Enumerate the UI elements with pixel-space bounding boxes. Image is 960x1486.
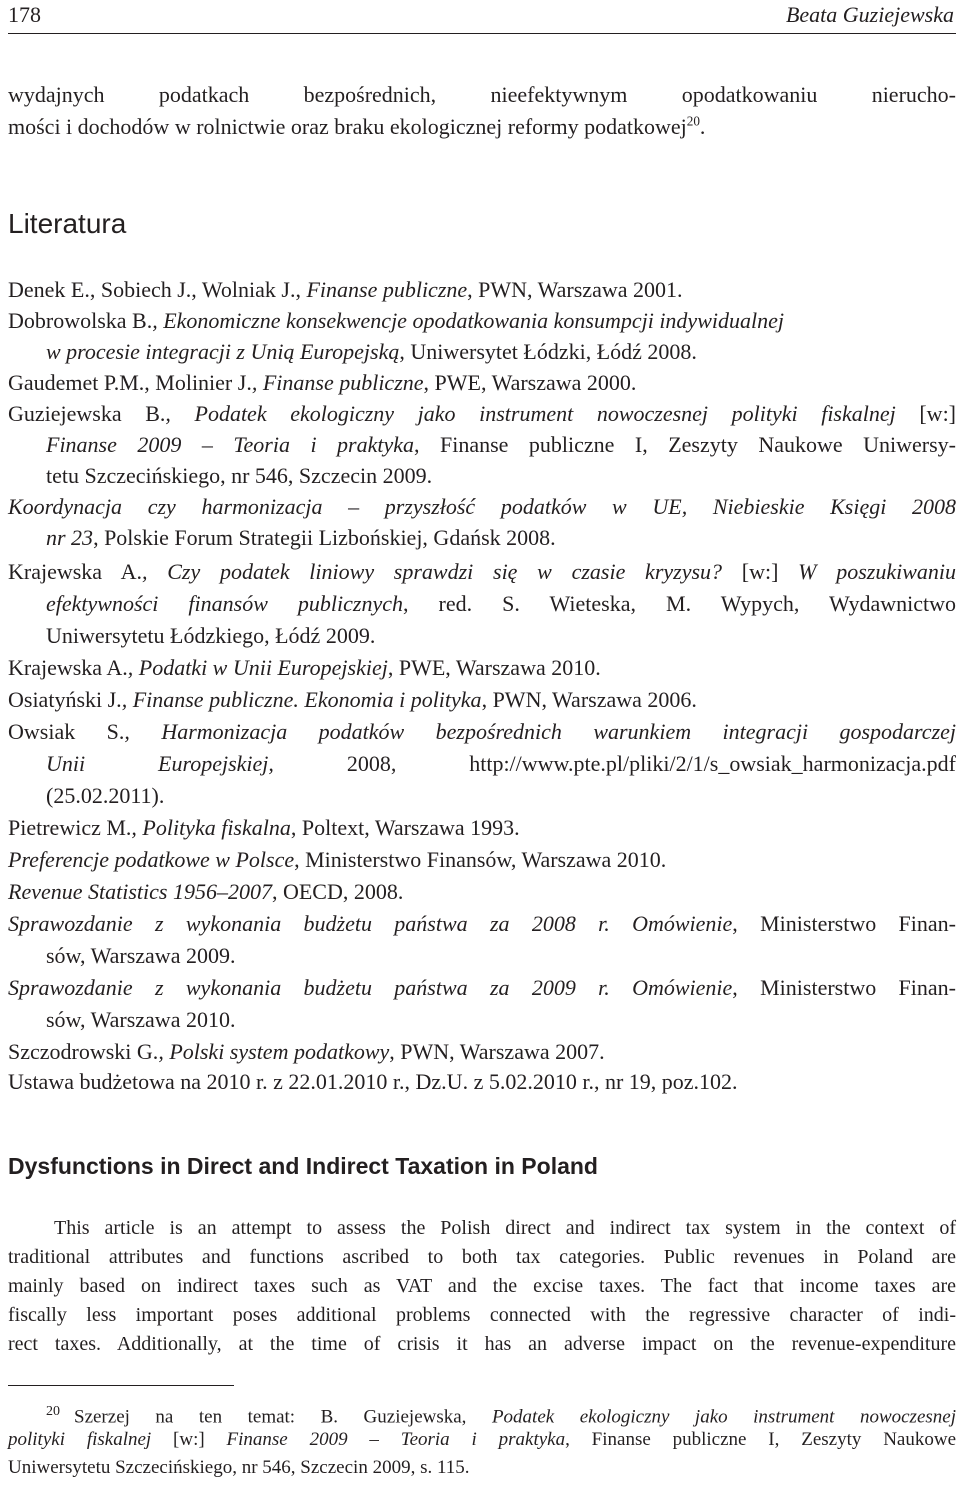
italic-text: , Finanse publiczne [251,370,424,395]
intro-line [8,112,705,142]
abstract-line: This article is an attempt to assess the Polish direct and indirect tax system in the context of [54,1217,956,1239]
italic-text: Finanse 2009 – Teoria i praktyka [226,1429,566,1450]
footnote-ref: 20 [686,113,700,129]
italic-text: Finanse publiczne [306,277,468,302]
text: 2008, http://www.pte.pl/pliki/2/1/s_owsiak_harmonizacja.pdf [273,751,956,776]
text: , PWE, Warszawa 2010. [387,655,601,680]
reference-line [46,337,697,367]
italic-text: Revenue Statistics 1956–2007 [8,879,272,904]
footnote-line [46,1399,956,1430]
text: Denek E., Sobiech J., Wolniak J., [8,277,307,302]
reference-line [46,589,956,619]
text: [w:] [151,1429,227,1450]
reference-line [46,749,956,779]
abstract-line: mainly based on indirect taxes such as VAT and the excise taxes. The fact that income taxes are [8,1275,956,1297]
reference-line [46,1005,235,1035]
reference-line [8,973,956,1003]
abstract-line: rect taxes. Additionally, at the time of crisis it has an adverse impact on the revenue-expenditure [8,1333,956,1355]
text: , Uniwersytet Łódzki, Łódź 2008. [399,339,697,364]
italic-text: , Polityka fiskalna [131,815,291,840]
footnote-rule [8,1385,234,1386]
text: , red. S. Wieteska, M. Wypych, Wydawnictwo [403,591,957,616]
footnote-number: 20 [46,1404,60,1419]
italic-text: W poszukiwaniu [798,559,956,584]
reference-line [8,492,956,522]
text: , PWN, Warszawa 2006. [481,687,697,712]
page-number: 178 [8,2,41,27]
italic-text: nr 23 [46,525,94,550]
reference-line [8,909,956,939]
text: , Ministerstwo Finansów, Warszawa 2010. [294,847,667,872]
reference-line [8,653,601,683]
text: Pietrewicz M. [8,815,132,840]
reference-line [46,621,375,651]
text: , PWN, Warszawa 2007. [389,1039,605,1064]
italic-text: , Polski system podatkowy [158,1039,390,1064]
text: , Ministerstwo Finan- [732,975,956,1000]
footnote-line [8,1455,470,1481]
text: (25.02.2011). [46,783,165,808]
italic-text: , Harmonizacja podatków bezpośrednich warunkiem integracji gospodarczej [124,719,957,744]
italic-text: , Podatek ekologiczny jako instrument nowoczesnej polityki fiskalnej [165,401,896,426]
text: Uniwersytetu Szczecińskiego, nr 546, Szczecin 2009, s. 115. [8,1457,470,1478]
intro-text-end: . [699,114,706,139]
text: Krajewska A. [8,559,142,584]
text: Ustawa budżetowa na 2010 r. z 22.01.2010 r., Dz.U. z 5.02.2010 r., nr 19, poz.102. [8,1069,738,1094]
text: Uniwersytetu Łódzkiego, Łódź 2009. [46,623,376,648]
text: , Finanse publiczne I, Zeszyty Naukowe Uniwersy- [414,432,956,457]
text: Szerzej na ten temat: B. Guziejewska, [74,1406,492,1428]
text: Gaudemet P.M., Molinier J. [8,370,252,395]
section-heading: Literatura [8,208,127,239]
italic-text: Preferencje podatkowe w Polsce [8,847,295,872]
italic-text: Podatek ekologiczny jako instrument nowoczesnej [491,1406,956,1428]
footnote-line [8,1427,956,1453]
text: , PWE, Warszawa 2000. [423,370,637,395]
reference-line [8,877,403,907]
italic-text: Unii Europejskiej, [46,751,274,776]
reference-line [46,523,556,553]
intro-line: wydajnych podatkach bezpośrednich, nieefektywnym opodatkowaniu nierucho- [8,82,956,107]
italic-text: , Podatki w Unii Europejskiej [127,655,388,680]
text: , OECD, 2008. [271,879,404,904]
reference-line [8,685,697,715]
text: , Finanse publiczne I, Zeszyty Naukowe [565,1429,957,1450]
reference-line [8,306,784,336]
reference-line [46,461,432,491]
reference-line [8,399,956,429]
text: , Polskie Forum Strategii Lizbońskiej, Gdańsk 2008. [93,525,556,550]
reference-line [46,781,164,811]
text: sów, Warszawa 2010. [46,1007,236,1032]
text: Szczodrowski G. [8,1039,159,1064]
reference-line [8,845,666,875]
text: Dobrowolska B. [8,308,153,333]
italic-text: Sprawozdanie z wykonania budżetu państwa za 2008 r. Omówienie [8,911,733,936]
abstract-line: fiscally less important poses additional problems connected with the regressive character of indi- [8,1304,956,1326]
text: Owsiak S. [8,719,125,744]
italic-text: , Finanse publiczne. Ekonomia i polityka [121,687,482,712]
text: Osiatyński J. [8,687,122,712]
intro-text: mości i dochodów w rolnictwie oraz braku ekologicznej reformy podatkowej [8,114,687,139]
italic-text: efektywności finansów publicznych [46,591,403,616]
header-rule [8,33,956,34]
reference-line [8,717,956,747]
reference-line [8,368,636,398]
reference-line [8,813,520,843]
italic-text: polityki fiskalnej [8,1429,152,1450]
abstract-line: traditional attributes and functions ascribed to both tax categories. Public revenues in Poland are [8,1246,956,1268]
italic-text: , Czy podatek liniowy sprawdzi się w czasie kryzysu? [141,559,723,584]
text: , PWN, Warszawa 2001. [467,277,683,302]
abstract-title: Dysfunctions in Direct and Indirect Taxation in Poland [8,1153,598,1179]
text: Guziejewska B. [8,401,166,426]
reference-line [46,941,235,971]
italic-text: Finanse 2009 – Teoria i praktyka [46,432,415,457]
text: , Poltext, Warszawa 1993. [290,815,520,840]
reference-line [8,557,956,587]
italic-text: , Ekonomiczne konsekwencje opodatkowania konsumpcji indywidualnej [152,308,784,333]
italic-text: Sprawozdanie z wykonania budżetu państwa za 2009 r. Omówienie [8,975,733,1000]
reference-line [46,430,956,460]
text: tetu Szczecińskiego, nr 546, Szczecin 2009. [46,463,433,488]
running-head: Beata Guziejewska [785,2,954,27]
text: sów, Warszawa 2009. [46,943,236,968]
reference-line [8,275,682,305]
reference-line [8,1037,605,1067]
italic-text: Koordynacja czy harmonizacja – przyszłość podatków w UE, Niebieskie Księgi 2008 [8,494,956,519]
text: Krajewska A. [8,655,128,680]
text: [w:] [722,559,799,584]
text: [w:] [895,401,957,426]
reference-line [8,1067,738,1097]
italic-text: w procesie integracji z Unią Europejską [46,339,400,364]
text: , Ministerstwo Finan- [732,911,956,936]
